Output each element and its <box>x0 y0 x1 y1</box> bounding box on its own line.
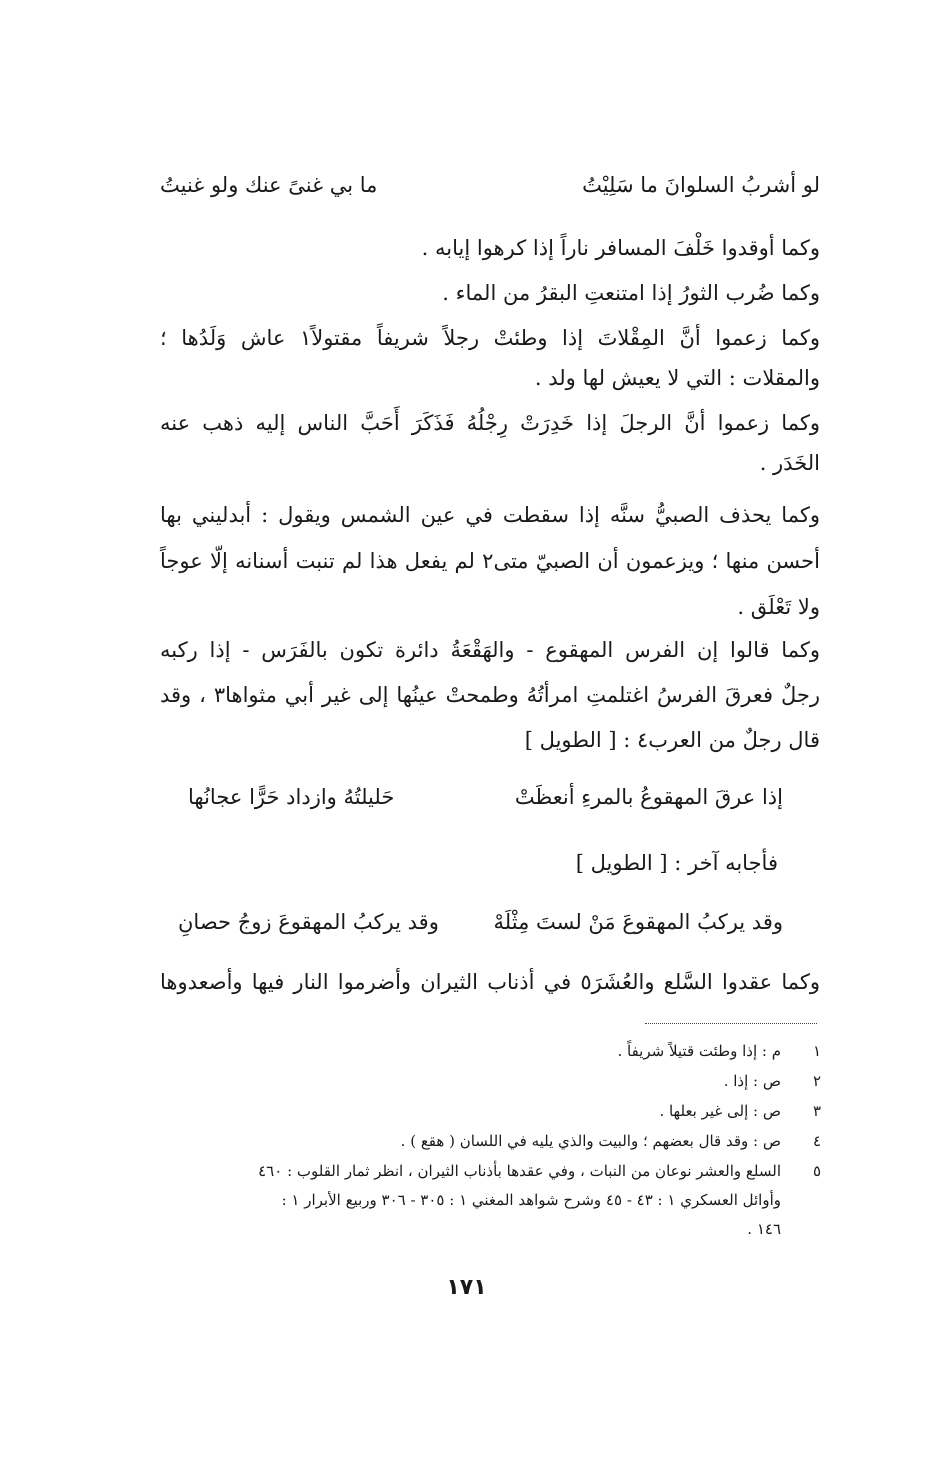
reply-line: فأجابه آخر : [ الطويل ] <box>575 851 778 875</box>
verse-3-first-hemistich: وقد يركبُ المهقوعَ مَنْ لستَ مِثْلَهْ <box>493 910 783 934</box>
footnote-text: السلع والعشر نوعان من النبات ، وفي عقدها بأذناب الثيران ، انظر ثمار القلوب : ٤٦٠ <box>258 1162 781 1180</box>
paragraph-6-line: قال رجلٌ من العرب٤ : [ الطويل ] <box>524 728 820 752</box>
footnote-5 <box>150 1157 821 1244</box>
footnote-text: م : إذا وطئت قتيلاً شريفاً . <box>617 1042 781 1060</box>
footnote-text: ص : إذا . <box>723 1072 781 1090</box>
verse-1-first-hemistich: لو أشربُ السلوانَ ما سَلِيْتُ <box>582 173 820 197</box>
footnote-2 <box>150 1067 821 1096</box>
paragraph-5 <box>160 495 820 627</box>
verse-1-second-hemistich: ما بي غنىً عنك ولو غنيتُ <box>160 173 378 197</box>
verse-3 <box>178 902 783 942</box>
footnote-4 <box>150 1127 821 1156</box>
paragraph-4-line: الخَدَر . <box>759 451 820 475</box>
paragraph-3-line: والمقلات : التي لا يعيش لها ولد . <box>534 366 820 390</box>
footnote-number: ٤ <box>812 1132 821 1150</box>
paragraph-1: وكما أوقدوا خَلْفَ المسافر ناراً إذا كرهوا إيابه . <box>421 236 820 260</box>
footnote-separator <box>645 1023 817 1024</box>
footnote-number: ٥ <box>812 1162 821 1180</box>
paragraph-7 <box>160 962 820 1002</box>
footnote-number: ٢ <box>812 1072 821 1090</box>
paragraph-7-line: وكما عقدوا السَّلع والعُشَرَ٥ في أذناب الثيران وأضرموا النار فيها وأصعدوها <box>160 970 820 994</box>
paragraph-2: وكما ضُرب الثورُ إذا امتنعتِ البقرُ من الماء . <box>442 281 820 305</box>
paragraph-3 <box>160 318 820 398</box>
paragraph-5-line: وكما يحذف الصبيُّ سنَّه إذا سقطت في عين الشمس ويقول : أبدليني بها <box>160 503 820 527</box>
footnote-3 <box>150 1097 821 1126</box>
footnote-text: ص : وقد قال بعضهم ؛ والبيت والذي يليه في اللسان ( هقع ) . <box>400 1132 781 1150</box>
paragraph-4 <box>160 403 820 483</box>
verse-2-first-hemistich: إذا عرقَ المهقوعُ بالمرءِ أنعظَتْ <box>514 785 783 809</box>
verse-3-second-hemistich: وقد يركبُ المهقوعَ زوجُ حصانِ <box>178 910 439 934</box>
footnote-number: ٣ <box>812 1102 821 1120</box>
paragraph-6-line: رجلٌ فعرقَ الفرسُ اغتلمتِ امرأتُهُ وطمحتْ عينُها إلى غير أبي مثواها٣ ، وقد <box>160 683 820 707</box>
footnote-text-continued: ١٤٦ . <box>747 1220 781 1238</box>
paragraph-6-line: وكما قالوا إن الفرس المهقوع - والهَقْعَةُ دائرة تكون بالفَرَس - إذا ركبه <box>160 638 820 662</box>
paragraph-4-line: وكما زعموا أنَّ الرجلَ إذا خَدِرَتْ رِجْلُهُ فَذَكَرَ أَحَبَّ الناس إليه ذهب عنه <box>160 411 820 435</box>
page-number: ١٧١ <box>446 1275 487 1300</box>
paragraph-5-line: أحسن منها ؛ ويزعمون أن الصبيّ متى٢ لم يفعل هذا لم تنبت أسنانه إلّا عوجاً <box>160 549 820 573</box>
footnote-text: ص : إلى غير بعلها . <box>659 1102 781 1120</box>
paragraph-6 <box>160 630 820 760</box>
footnote-number: ١ <box>812 1042 821 1060</box>
footnote-text-continued: وأوائل العسكري ١ : ٤٣ - ٤٥ وشرح شواهد المغني ١ : ٣٠٥ - ٣٠٦ وربيع الأبرار ١ : <box>281 1191 781 1209</box>
footnote-1 <box>150 1037 821 1066</box>
paragraph-5-line: ولا تَعْلَق . <box>737 595 820 619</box>
verse-2-second-hemistich: حَليلتُهُ وازداد حَرًّا عجانُها <box>188 785 395 809</box>
verse-1 <box>160 165 820 205</box>
verse-2 <box>188 777 783 817</box>
paragraph-3-line: وكما زعموا أنَّ المِقْلاتَ إذا وطئتْ رجلاً شريفاً مقتولاً١ عاش وَلَدُها ؛ <box>160 326 820 350</box>
